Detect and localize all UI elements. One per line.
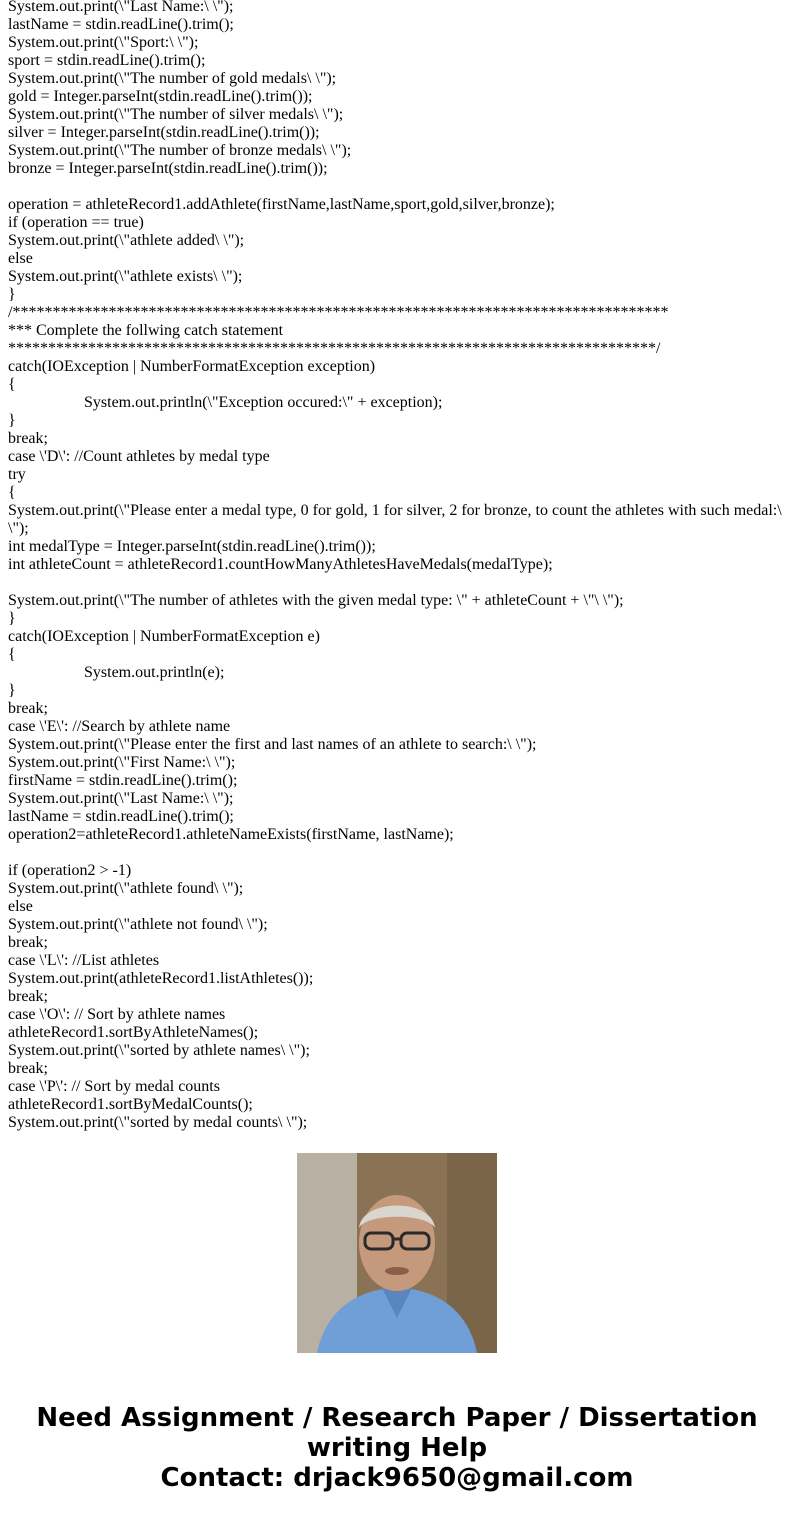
code-line: case \'O\': // Sort by athlete names — [8, 1006, 226, 1023]
code-line: } — [8, 610, 16, 627]
code-line: silver = Integer.parseInt(stdin.readLine().trim()); — [8, 124, 320, 141]
code-line: } — [8, 286, 16, 303]
code-line: System.out.print(\"The number of gold medals\ \"); — [8, 70, 337, 87]
code-line — [8, 844, 788, 862]
code-line: case \'D\': //Count athletes by medal type — [8, 448, 270, 465]
code-line: System.out.print(\"sorted by medal counts\ \"); — [8, 1114, 308, 1131]
code-line: sport = stdin.readLine().trim(); — [8, 52, 206, 69]
code-line: System.out.print(\"Last Name:\ \"); — [8, 0, 234, 15]
code-line: break; — [8, 430, 48, 447]
code-line: operation2=athleteRecord1.athleteNameExists(firstName, lastName); — [8, 826, 454, 843]
code-line: System.out.print(\"Sport:\ \"); — [8, 34, 199, 51]
code-line: System.out.println(e); — [84, 664, 225, 681]
code-line: *** Complete the follwing catch statement — [8, 322, 284, 339]
code-line: break; — [8, 1060, 48, 1077]
code-line: catch(IOException | NumberFormatException e) — [8, 628, 320, 645]
banner-contact: Contact: drjack9650@gmail.com — [160, 1463, 634, 1493]
code-line: } — [8, 682, 16, 699]
code-line: System.out.print(\"athlete found\ \"); — [8, 880, 244, 897]
code-line: case \'L\': //List athletes — [8, 952, 160, 969]
code-line: try — [8, 466, 26, 483]
code-line: System.out.print(\"athlete exists\ \"); — [8, 268, 243, 285]
code-line: athleteRecord1.sortByAthleteNames(); — [8, 1024, 259, 1041]
code-line: { — [8, 484, 16, 501]
code-line: *********************************************************************************/ — [8, 340, 661, 357]
code-line: System.out.print(\"Please enter a medal type, 0 for gold, 1 for silver, 2 for bronze, to count the athletes with such medal:\ \"); — [8, 502, 786, 537]
code-line: System.out.print(\"The number of athletes with the given medal type: \" + athleteCount + \"\ \"); — [8, 592, 624, 609]
code-line: System.out.print(\"athlete added\ \"); — [8, 232, 245, 249]
code-line: System.out.println(\"Exception occured:\" + exception); — [84, 394, 443, 411]
code-line: athleteRecord1.sortByMedalCounts(); — [8, 1096, 253, 1113]
code-line: int medalType = Integer.parseInt(stdin.readLine().trim()); — [8, 538, 376, 555]
code-line: break; — [8, 934, 48, 951]
code-line: if (operation2 > -1) — [8, 862, 132, 879]
code-line: lastName = stdin.readLine().trim(); — [8, 808, 234, 825]
code-line: { — [8, 646, 16, 663]
author-photo — [297, 1153, 497, 1353]
code-line: lastName = stdin.readLine().trim(); — [8, 16, 234, 33]
code-line: operation = athleteRecord1.addAthlete(firstName,lastName,sport,gold,silver,bronze); — [8, 196, 555, 213]
code-line — [8, 574, 788, 592]
code-line: System.out.print(\"athlete not found\ \"); — [8, 916, 268, 933]
banner-headline: Need Assignment / Research Paper / Dissertation writing Help — [36, 1403, 758, 1463]
person-portrait-icon — [297, 1153, 497, 1353]
code-line: firstName = stdin.readLine().trim(); — [8, 772, 238, 789]
code-line: gold = Integer.parseInt(stdin.readLine().trim()); — [8, 88, 313, 105]
code-line: System.out.print(\"The number of bronze medals\ \"); — [8, 142, 352, 159]
code-line: System.out.print(athleteRecord1.listAthletes()); — [8, 970, 314, 987]
code-line: bronze = Integer.parseInt(stdin.readLine().trim()); — [8, 160, 328, 177]
code-line: System.out.print(\"sorted by athlete names\ \"); — [8, 1042, 310, 1059]
code-line: break; — [8, 988, 48, 1005]
code-line: break; — [8, 700, 48, 717]
code-line — [8, 178, 788, 196]
code-line: /********************************************************************************** — [8, 304, 669, 321]
code-line: } — [8, 412, 16, 429]
code-line: System.out.print(\"Last Name:\ \"); — [8, 790, 234, 807]
code-line: catch(IOException | NumberFormatException exception) — [8, 358, 376, 375]
code-line: case \'P\': // Sort by medal counts — [8, 1078, 220, 1095]
code-listing — [8, 0, 788, 1131]
code-line: case \'E\': //Search by athlete name — [8, 718, 231, 735]
code-line: System.out.print(\"The number of silver medals\ \"); — [8, 106, 344, 123]
code-line: System.out.print(\"First Name:\ \"); — [8, 754, 236, 771]
code-line: else — [8, 250, 33, 267]
code-line: if (operation == true) — [8, 214, 144, 231]
code-line: else — [8, 898, 33, 915]
contact-banner — [0, 1403, 794, 1493]
code-line: int athleteCount = athleteRecord1.countHowManyAthletesHaveMedals(medalType); — [8, 556, 553, 573]
code-line: System.out.print(\"Please enter the first and last names of an athlete to search:\ \"); — [8, 736, 537, 753]
code-line: { — [8, 376, 16, 393]
